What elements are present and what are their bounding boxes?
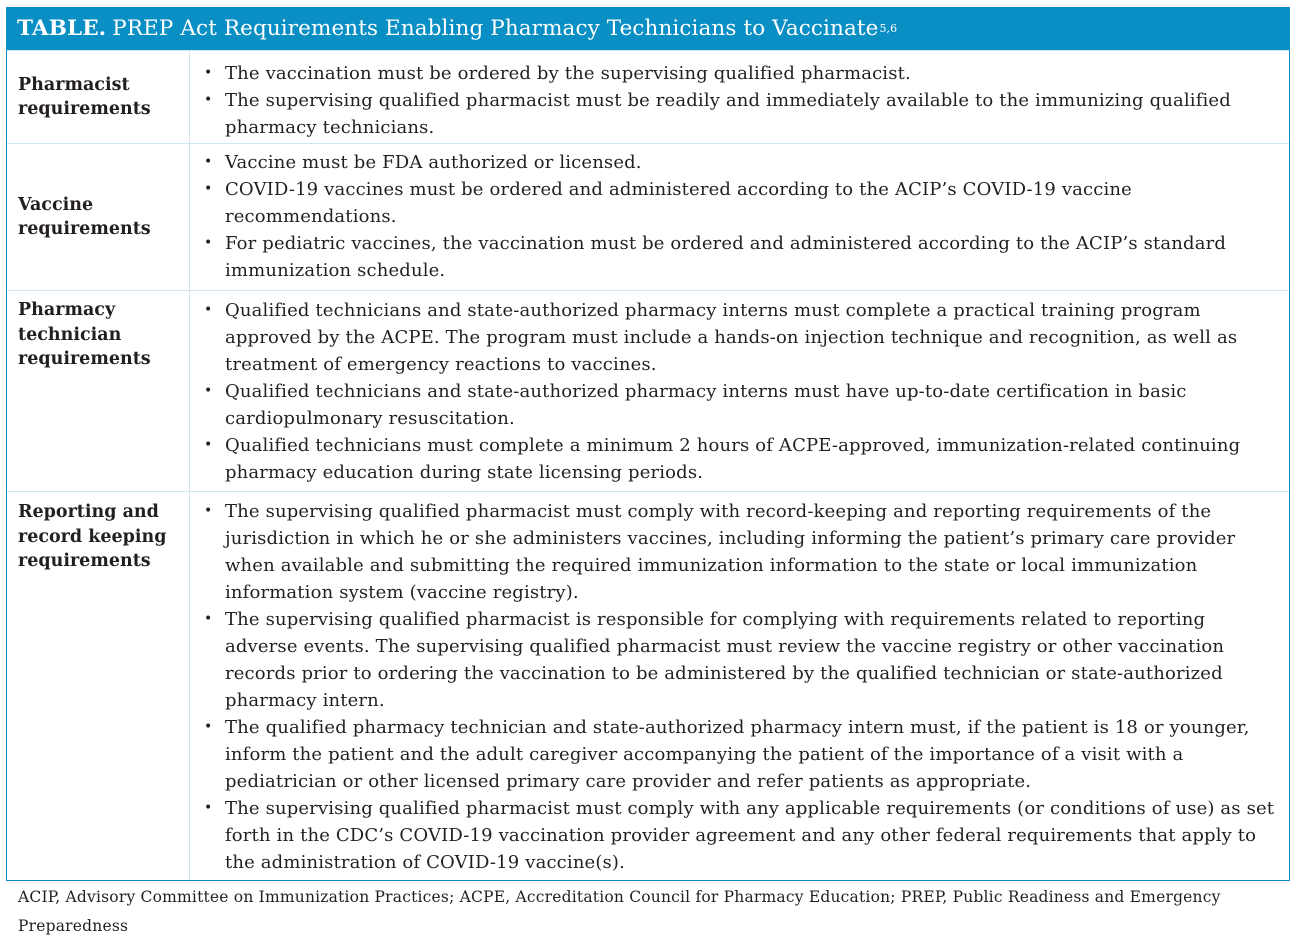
list-item: • The vaccination must be ordered by the supervising qualified pharmacist. [201, 60, 1279, 87]
bullet-icon: • [204, 65, 213, 81]
list-item: • Qualified technicians must complete a minimum 2 hours of ACPE-approved, immunization-related continuing pharmacy education during state licensing periods. [201, 432, 1279, 486]
list-item: • The supervising qualified pharmacist is responsible for complying with requirements related to reporting adverse events. The supervising qualified pharmacist must review the vaccine registry or other vaccination records prior to ordering the vaccination to be administered by the qualified technician or state-authorized pharmacy intern. [201, 606, 1279, 714]
bullet-icon: • [204, 383, 213, 399]
table-row-pharmacy-technician [7, 290, 1289, 491]
bullet-icon: • [204, 154, 213, 170]
list-item: • The qualified pharmacy technician and state-authorized pharmacy intern must, if the patient is 18 or younger, inform the patient and the adult caregiver accompanying the patient of the importance of a visit with a pediatrician or other licensed primary care provider and refer patients as appropriate. [201, 714, 1279, 795]
table-title: PREP Act Requirements Enabling Pharmacy Technicians to Vaccinate [112, 16, 879, 41]
list-item: • The supervising qualified pharmacist must comply with record-keeping and reporting requirements of the jurisdiction in which he or she administers vaccines, including informing the patient’s primary care provider when available and submitting the required immunization information to the state or local immunization information system (vaccine registry). [201, 498, 1279, 606]
table-title-references: 5,6 [879, 22, 898, 35]
list-item: • Qualified technicians and state-authorized pharmacy interns must complete a practical training program approved by the ACPE. The program must include a hands-on injection technique and recognition, as well as treatment of emergency reactions to vaccines. [201, 297, 1279, 378]
table-row-reporting [7, 491, 1289, 880]
bullet-icon: • [204, 719, 213, 735]
bullet-icon: • [204, 503, 213, 519]
row-items [190, 144, 1289, 290]
table-footnote: ACIP, Advisory Committee on Immunization Practices; ACPE, Accreditation Council for Pharmacy Education; PREP, Public Readiness and Emergency Preparedness [18, 888, 1221, 935]
row-items [190, 51, 1289, 143]
row-category: Pharmacy technician requirements [7, 291, 190, 491]
bullet-icon: • [204, 181, 213, 197]
requirements-table [6, 7, 1290, 881]
table-label: TABLE. [17, 16, 107, 41]
bullet-icon: • [204, 92, 213, 108]
list-item: • For pediatric vaccines, the vaccination must be ordered and administered according to the ACIP’s standard immunization schedule. [201, 230, 1279, 284]
row-category: Pharmacist requirements [7, 51, 190, 143]
list-item: • The supervising qualified pharmacist must comply with any applicable requirements (or conditions of use) as set forth in the CDC’s COVID-19 vaccination provider agreement and any other federal requirements that apply to the administration of COVID-19 vaccine(s). [201, 795, 1279, 876]
list-item: • Qualified technicians and state-authorized pharmacy interns must have up-to-date certification in basic cardiopulmonary resuscitation. [201, 378, 1279, 432]
table-row-vaccine [7, 143, 1289, 290]
bullet-icon: • [204, 235, 213, 251]
row-category: Vaccine requirements [7, 144, 190, 290]
list-item: • The supervising qualified pharmacist must be readily and immediately available to the immunizing qualified pharmacy technicians. [201, 87, 1279, 141]
bullet-icon: • [204, 611, 213, 627]
list-item: • Vaccine must be FDA authorized or licensed. [201, 149, 1279, 176]
row-category: Reporting and record keeping requirements [7, 492, 190, 880]
table-title-bar [7, 7, 1289, 50]
table-row-pharmacist [7, 50, 1289, 143]
row-items [190, 291, 1289, 491]
bullet-icon: • [204, 302, 213, 318]
list-item: • COVID-19 vaccines must be ordered and administered according to the ACIP’s COVID-19 vaccine recommendations. [201, 176, 1279, 230]
bullet-icon: • [204, 800, 213, 816]
row-items [190, 492, 1289, 880]
bullet-icon: • [204, 437, 213, 453]
